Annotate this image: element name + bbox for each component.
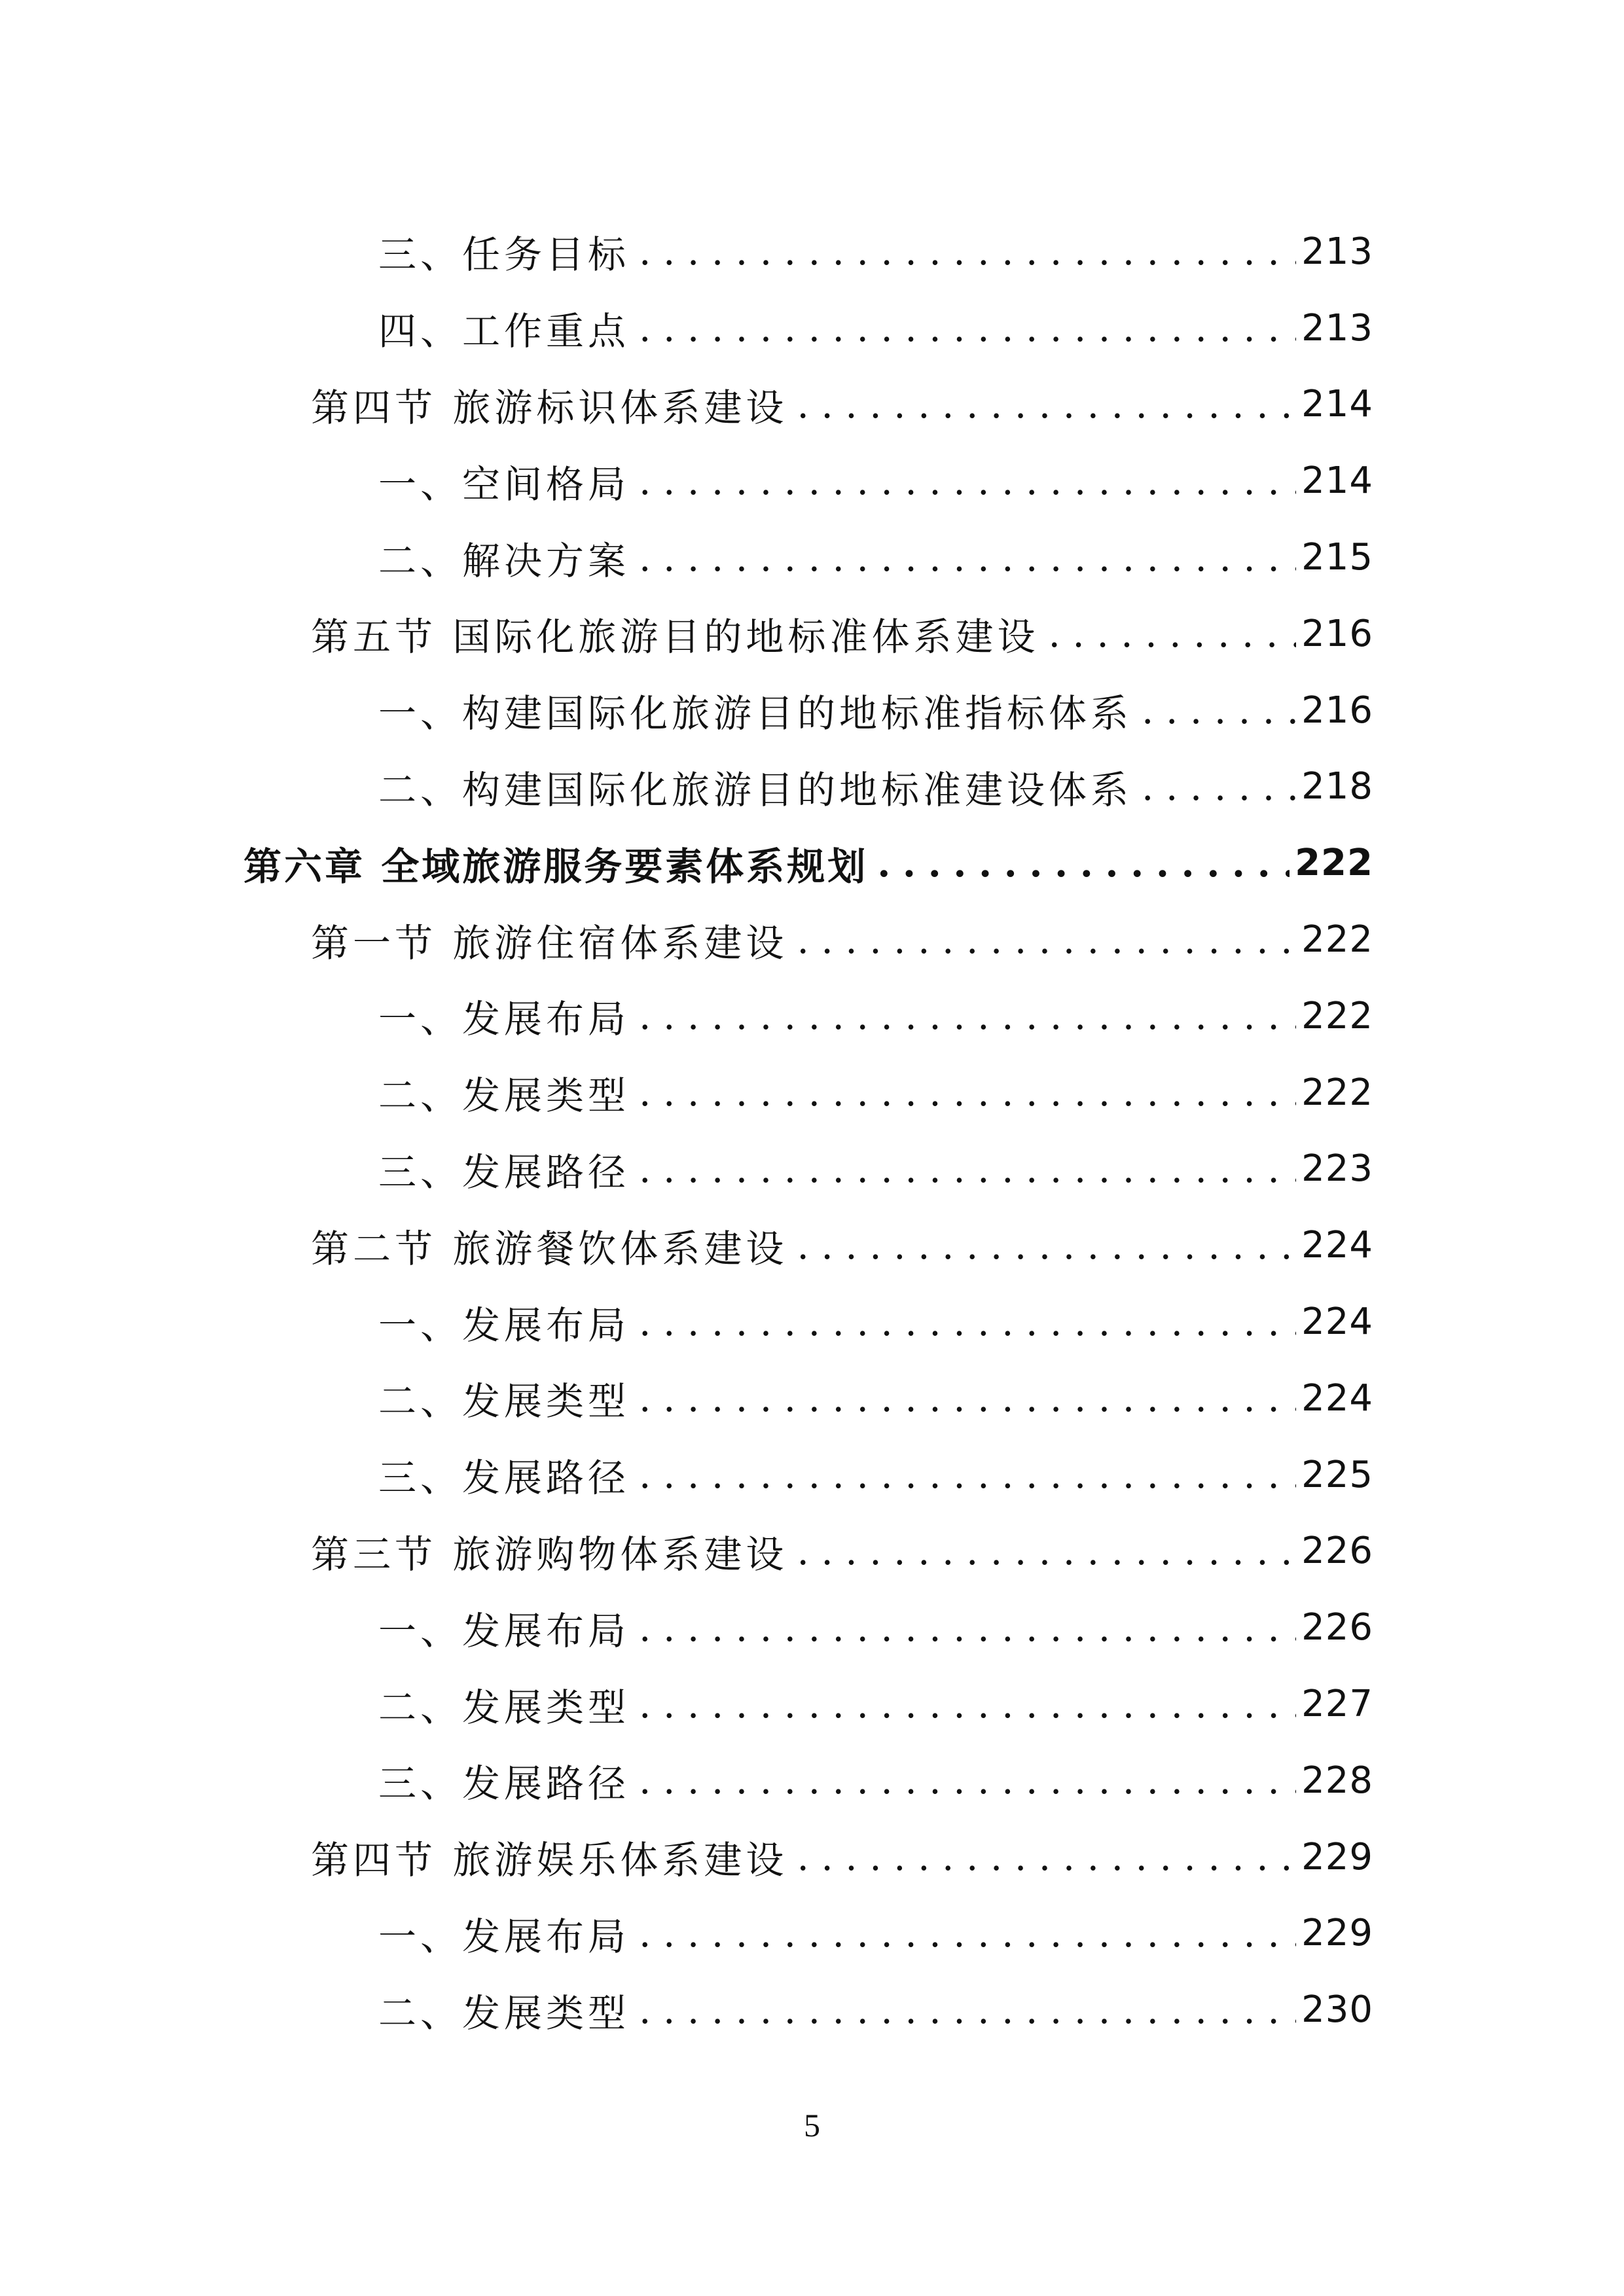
toc-page-number: 226 <box>1301 1606 1373 1649</box>
toc-dot-leader <box>1142 688 1296 732</box>
toc-dot-leader <box>639 1300 1296 1344</box>
toc-subsection-entry[interactable] <box>0 1437 1624 1513</box>
toc-page-number: 224 <box>1301 1300 1373 1344</box>
toc-page-number: 229 <box>1301 1835 1373 1878</box>
toc-entry-label: 二、发展类型 <box>378 1990 630 2036</box>
toc-entry-label: 四、工作重点 <box>378 309 630 354</box>
toc-dot-leader <box>639 1376 1296 1420</box>
toc-page-number: 218 <box>1301 765 1373 808</box>
toc-page-number: 228 <box>1301 1759 1373 1802</box>
toc-entry-label: 第六章 全域旅游服务要素体系规划 <box>244 844 869 889</box>
toc-dot-leader <box>1048 611 1296 656</box>
table-of-contents <box>0 213 1624 2048</box>
toc-page-number: 226 <box>1301 1530 1373 1573</box>
toc-page-number: 216 <box>1301 689 1373 732</box>
toc-subsection-entry[interactable] <box>0 213 1624 290</box>
toc-entry-label: 一、发展布局 <box>378 997 630 1042</box>
toc-page-number: 224 <box>1301 1224 1373 1267</box>
toc-entry-label: 二、发展类型 <box>378 1685 630 1730</box>
toc-dot-leader <box>639 459 1296 503</box>
toc-page-number: 213 <box>1301 306 1373 350</box>
toc-section-entry[interactable] <box>0 367 1624 443</box>
toc-subsection-entry[interactable] <box>0 1054 1624 1131</box>
toc-section-entry[interactable] <box>0 1819 1624 1895</box>
toc-dot-leader <box>639 1911 1296 1956</box>
toc-entry-label: 一、发展布局 <box>378 1608 630 1653</box>
toc-entry-label: 一、发展布局 <box>378 1302 630 1348</box>
toc-section-entry[interactable] <box>0 596 1624 672</box>
toc-page-number: 229 <box>1301 1912 1373 1955</box>
toc-subsection-entry[interactable] <box>0 672 1624 749</box>
toc-entry-label: 二、解决方案 <box>378 538 630 583</box>
toc-section-entry[interactable] <box>0 1207 1624 1283</box>
toc-entry-label: 第三节 旅游购物体系建设 <box>311 1532 788 1577</box>
toc-entry-label: 二、构建国际化旅游目的地标准建设体系 <box>378 767 1133 812</box>
toc-entry-label: 一、构建国际化旅游目的地标准指标体系 <box>378 691 1133 736</box>
toc-entry-label: 第四节 旅游娱乐体系建设 <box>311 1838 788 1883</box>
toc-subsection-entry[interactable] <box>0 1360 1624 1437</box>
toc-section-entry[interactable] <box>0 901 1624 978</box>
toc-dot-leader <box>1142 764 1296 809</box>
toc-dot-leader <box>639 306 1296 350</box>
toc-subsection-entry[interactable] <box>0 1589 1624 1666</box>
toc-entry-label: 第四节 旅游标识体系建设 <box>311 385 788 430</box>
toc-entry-label: 第一节 旅游住宿体系建设 <box>311 920 788 965</box>
toc-dot-leader <box>797 1223 1296 1268</box>
toc-page-number: 222 <box>1301 1071 1373 1114</box>
toc-page-number: 227 <box>1301 1683 1373 1726</box>
toc-chapter-entry[interactable] <box>0 825 1624 901</box>
toc-page-number: 222 <box>1295 842 1373 885</box>
toc-page-number: 216 <box>1301 612 1373 655</box>
toc-page-number: 222 <box>1301 994 1373 1037</box>
toc-entry-label: 三、发展路径 <box>378 1456 630 1501</box>
toc-page-number: 214 <box>1301 459 1373 503</box>
toc-dot-leader <box>797 918 1296 962</box>
toc-subsection-entry[interactable] <box>0 1666 1624 1742</box>
toc-entry-label: 二、发展类型 <box>378 1379 630 1424</box>
toc-subsection-entry[interactable] <box>0 749 1624 825</box>
toc-dot-leader <box>797 1529 1296 1573</box>
toc-entry-label: 三、任务目标 <box>378 232 630 278</box>
toc-dot-leader <box>639 1070 1296 1115</box>
toc-dot-leader <box>797 1835 1296 1879</box>
toc-subsection-entry[interactable] <box>0 1131 1624 1208</box>
toc-subsection-entry[interactable] <box>0 1283 1624 1360</box>
toc-dot-leader <box>639 1452 1296 1497</box>
toc-page-number: 222 <box>1301 918 1373 961</box>
toc-page-number: 214 <box>1301 383 1373 426</box>
toc-section-entry[interactable] <box>0 1513 1624 1590</box>
toc-page-number: 223 <box>1301 1147 1373 1191</box>
toc-subsection-entry[interactable] <box>0 442 1624 519</box>
toc-dot-leader <box>877 841 1290 886</box>
toc-entry-label: 第二节 旅游餐饮体系建设 <box>311 1226 788 1271</box>
toc-entry-label: 三、发展路径 <box>378 1761 630 1806</box>
toc-page-number: 224 <box>1301 1376 1373 1420</box>
toc-entry-label: 二、发展类型 <box>378 1073 630 1119</box>
toc-dot-leader <box>639 229 1296 274</box>
toc-dot-leader <box>797 382 1296 427</box>
toc-dot-leader <box>639 1988 1296 2032</box>
toc-subsection-entry[interactable] <box>0 978 1624 1054</box>
toc-dot-leader <box>639 994 1296 1038</box>
toc-entry-label: 第五节 国际化旅游目的地标准体系建设 <box>311 615 1039 660</box>
toc-subsection-entry[interactable] <box>0 290 1624 367</box>
toc-dot-leader <box>639 535 1296 580</box>
toc-dot-leader <box>639 1682 1296 1727</box>
toc-entry-label: 一、空间格局 <box>378 461 630 507</box>
toc-subsection-entry[interactable] <box>0 1895 1624 1972</box>
toc-page-number: 225 <box>1301 1453 1373 1496</box>
toc-dot-leader <box>639 1605 1296 1650</box>
toc-subsection-entry[interactable] <box>0 1971 1624 2048</box>
toc-page-number: 215 <box>1301 536 1373 579</box>
toc-entry-label: 一、发展布局 <box>378 1914 630 1959</box>
toc-dot-leader <box>639 1758 1296 1803</box>
toc-dot-leader <box>639 1147 1296 1191</box>
toc-entry-label: 三、发展路径 <box>378 1149 630 1194</box>
page-number: 5 <box>804 2107 820 2144</box>
toc-subsection-entry[interactable] <box>0 519 1624 596</box>
toc-page-number: 213 <box>1301 230 1373 273</box>
toc-subsection-entry[interactable] <box>0 1742 1624 1819</box>
toc-page-number: 230 <box>1301 1988 1373 2032</box>
